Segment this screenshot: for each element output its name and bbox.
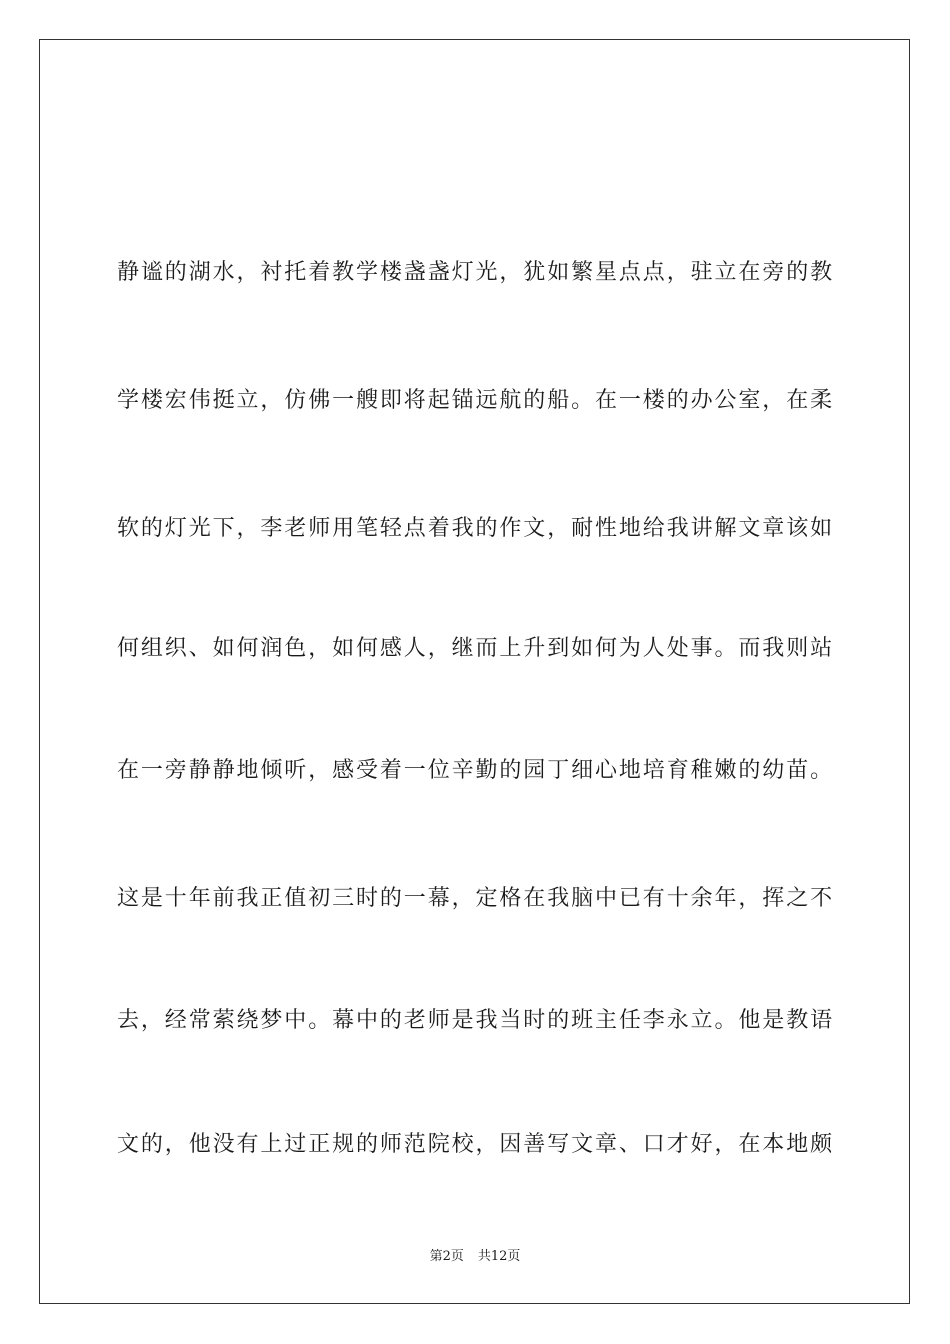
text-line: 在一旁静静地倾听，感受着一位辛勤的园丁细心地培育稚嫩的幼苗。 [117, 758, 835, 783]
text-line: 静谧的湖水，衬托着教学楼盏盏灯光，犹如繁星点点，驻立在旁的教 [117, 260, 835, 285]
page-footer [0, 1248, 950, 1266]
page-number: 第2页 [429, 1249, 464, 1264]
page-border [39, 39, 910, 1304]
text-line: 去，经常萦绕梦中。幕中的老师是我当时的班主任李永立。他是教语 [117, 1008, 835, 1033]
text-line: 学楼宏伟挺立，仿佛一艘即将起锚远航的船。在一楼的办公室，在柔 [117, 388, 835, 413]
text-line: 这是十年前我正值初三时的一幕，定格在我脑中已有十余年，挥之不 [117, 886, 835, 911]
page-total: 共12页 [477, 1249, 521, 1264]
text-line: 软的灯光下，李老师用笔轻点着我的作文，耐性地给我讲解文章该如 [117, 516, 835, 541]
text-line: 何组织、如何润色，如何感人，继而上升到如何为人处事。而我则站 [117, 636, 835, 661]
text-line: 文的，他没有上过正规的师范院校，因善写文章、口才好，在本地颇 [117, 1132, 835, 1157]
